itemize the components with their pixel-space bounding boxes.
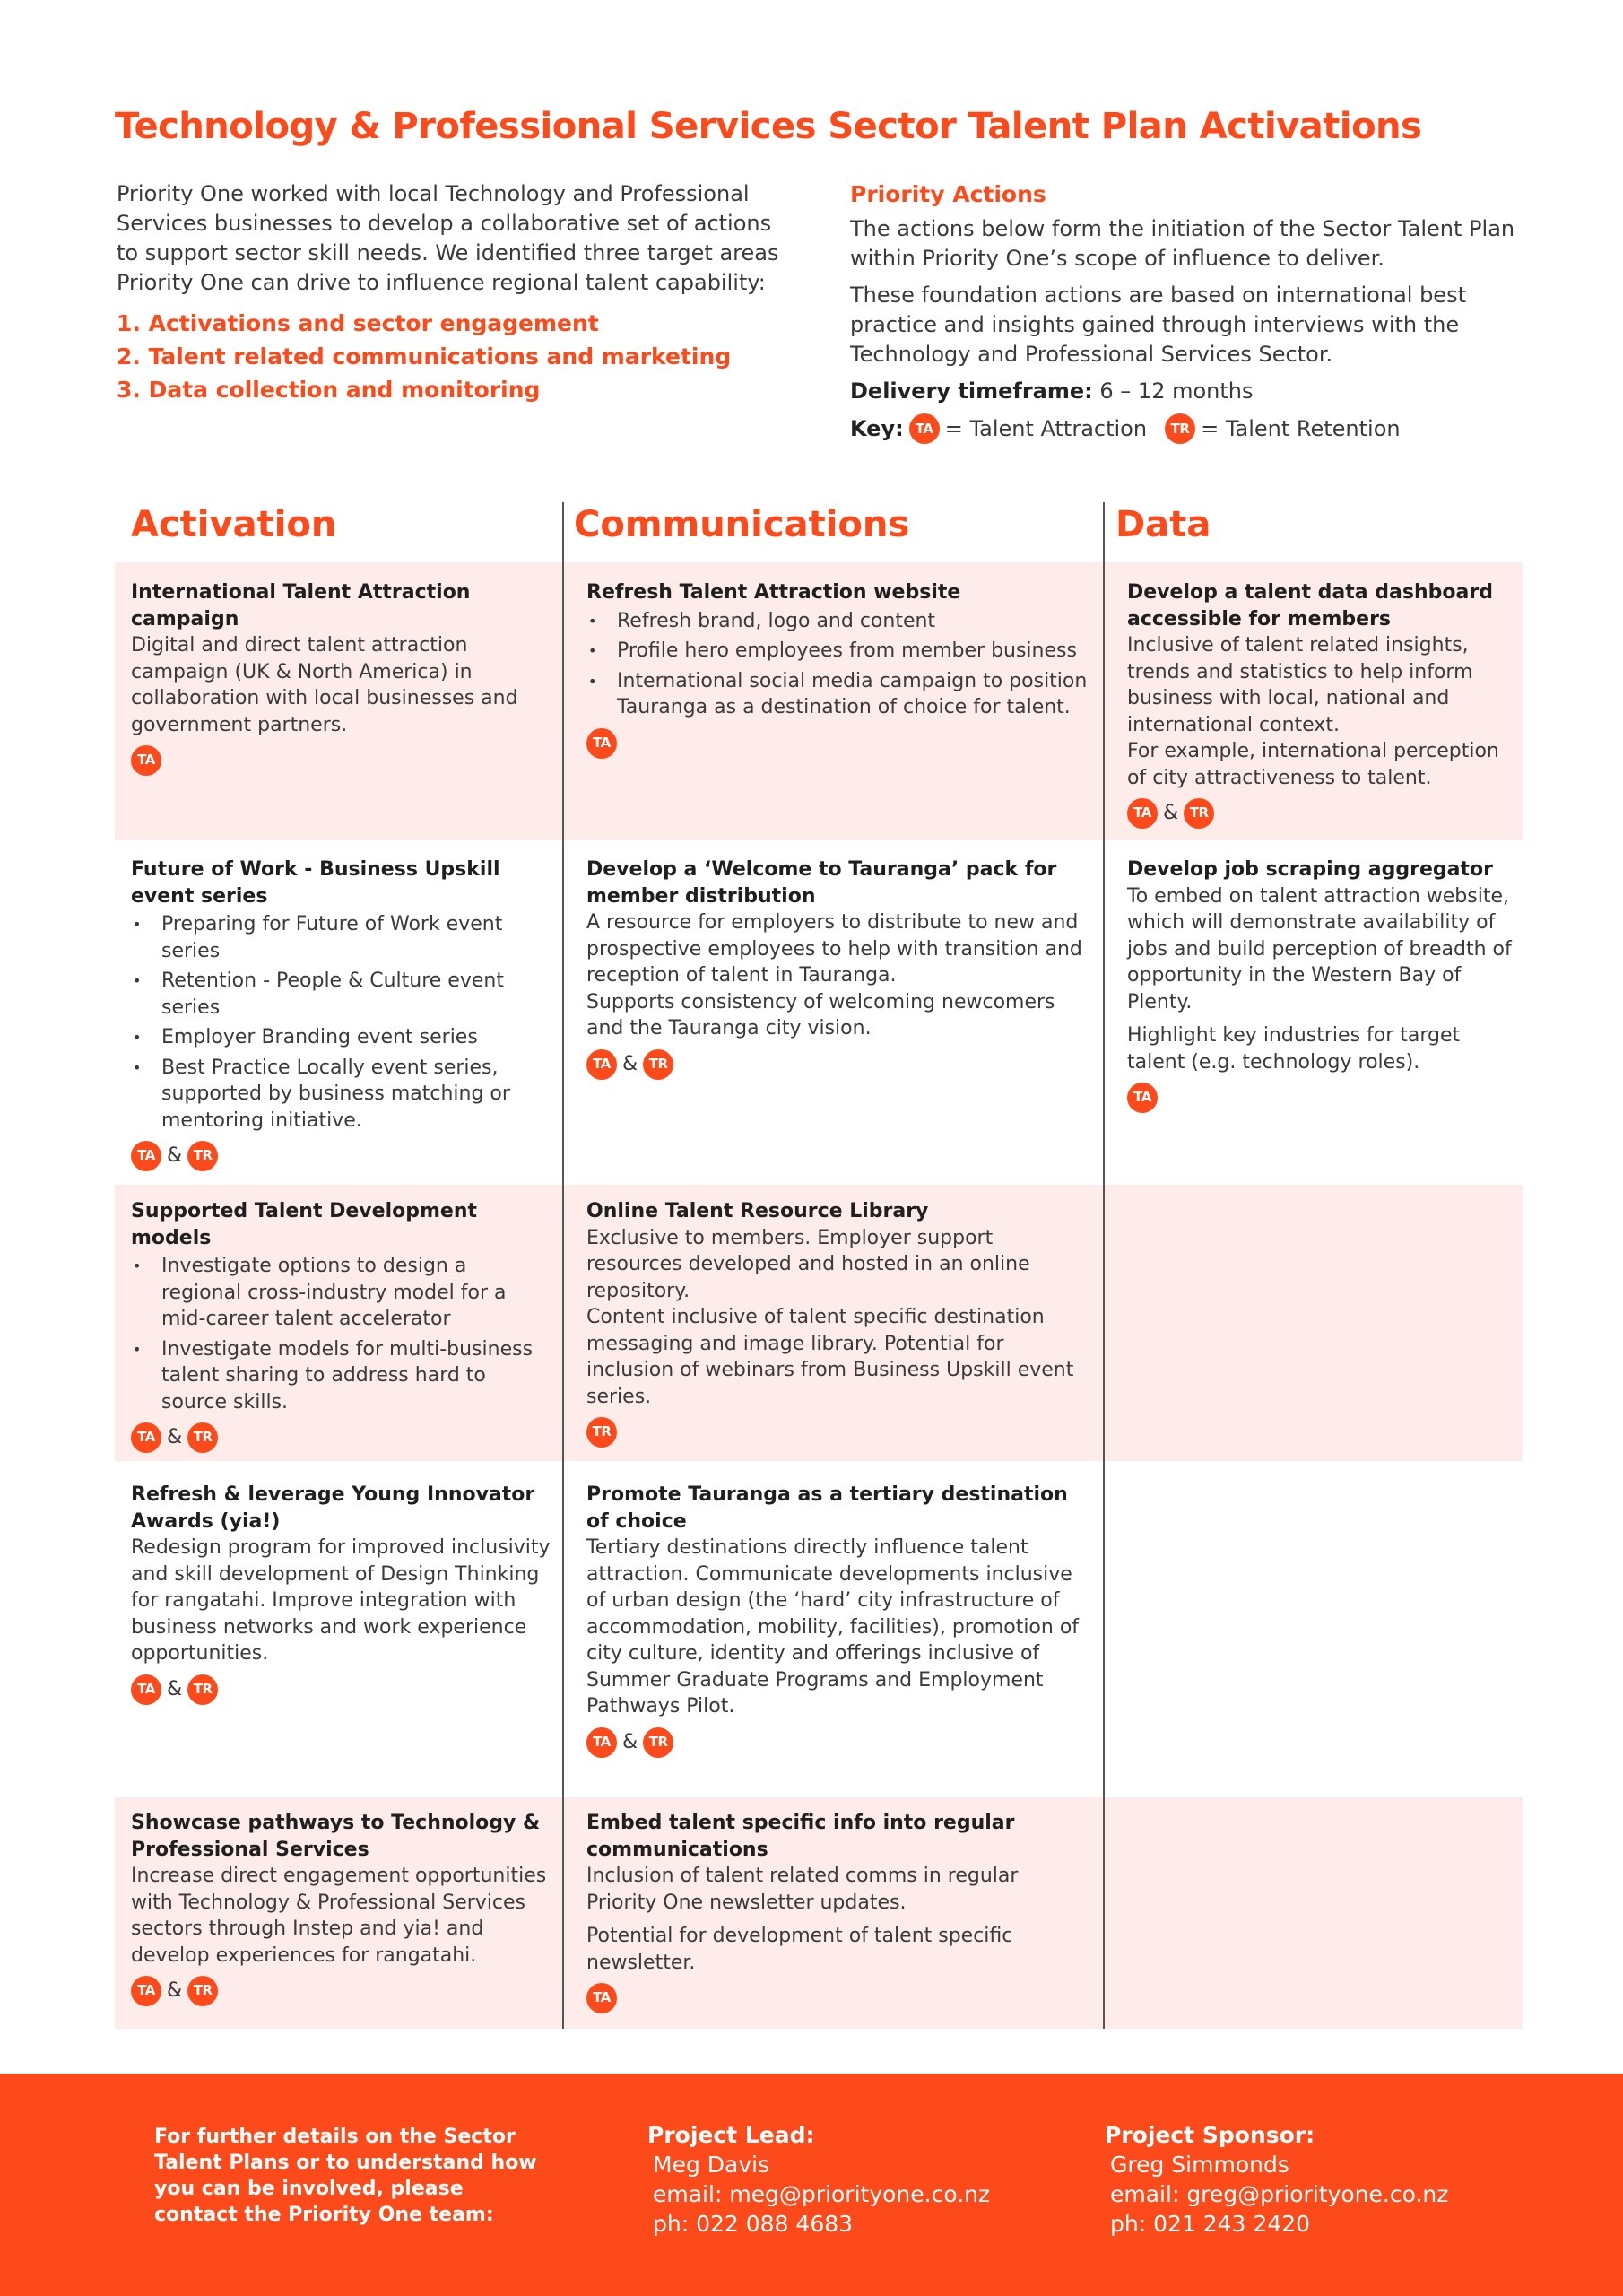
card-title: Develop a ‘Welcome to Tauranga’ pack for member distribution [586, 858, 1057, 908]
tag-badges [586, 1727, 1089, 1758]
list-item: • Refresh brand, logo and content [586, 608, 1089, 635]
communications-card [586, 1810, 1089, 2013]
card-body: Inclusive of talent related insights, trends and statistics to help inform business with local, national and international context. [1127, 634, 1473, 736]
tr-badge-icon: TR [1184, 798, 1214, 829]
ta-badge-icon: TA [586, 1049, 617, 1080]
target-area-item: 1. Activations and sector engagement [117, 310, 599, 336]
data-card [1127, 857, 1513, 1113]
ta-badge-icon: TA [131, 1674, 161, 1705]
card-title: Supported Talent Development models [131, 1200, 477, 1249]
tr-badge-icon: TR [643, 1727, 673, 1758]
card-bullet-list [131, 1253, 552, 1415]
card-body-2: Supports consistency of welcoming newcomers and the Tauranga city vision. [586, 990, 1055, 1039]
project-sponsor-label: Project Sponsor: [1105, 2122, 1315, 2148]
card-bullet-list [586, 608, 1089, 721]
tag-badges [131, 1976, 552, 2006]
project-sponsor-phone: ph: 021 243 2420 [1110, 2211, 1311, 2237]
priority-actions-heading: Priority Actions [850, 181, 1046, 207]
card-title: Showcase pathways to Technology & Professional Services [131, 1812, 541, 1861]
card-body: To embed on talent attraction website, which will demonstrate availability of jobs and build perception of breadth of opportunity in the Western Bay of Plenty. [1127, 884, 1512, 1013]
activation-card [131, 1810, 552, 2006]
ta-badge-icon: TA [586, 1983, 617, 2013]
tag-badges [586, 1049, 1089, 1080]
ta-badge-icon: TA [586, 728, 617, 759]
list-item: • Profile hero employees from member business [586, 638, 1089, 665]
tr-badge-icon: TR [643, 1049, 673, 1080]
target-area-item: 2. Talent related communications and marketing [117, 344, 732, 370]
column-divider [562, 502, 564, 2029]
activation-card [131, 579, 552, 776]
communications-card [586, 1198, 1089, 1448]
column-divider [1103, 502, 1105, 2029]
card-body: Tertiary destinations directly influence talent attraction. Communicate developments inclusive of urban design (the ‘hard’ city infrastructure of accommodation, mobility, facilities), promotion of city culture, identity and offerings inclusive of Summer Graduate Programs and Employment Pathways Pilot. [586, 1536, 1080, 1718]
column-heading-data: Data [1115, 504, 1211, 545]
column-heading-communications: Communications [574, 504, 910, 545]
tr-legend-text: = Talent Retention [1201, 415, 1401, 441]
column-heading-activation: Activation [131, 504, 337, 545]
card-body: Exclusive to members. Employer support resources developed and hosted in an online repository. [586, 1226, 1030, 1302]
tr-badge-icon: TR [187, 1141, 218, 1171]
data-card [1127, 579, 1513, 829]
card-body-2: Highlight key industries for target talent (e.g. technology roles). [1127, 1024, 1461, 1074]
card-body: Digital and direct talent attraction campaign (UK & North America) in collaboration with local businesses and government partners. [131, 634, 518, 736]
communications-card [586, 857, 1089, 1080]
activation-card [131, 857, 552, 1171]
tag-badges [131, 1674, 552, 1705]
list-item: • Investigate models for multi-business talent sharing to address hard to source skills. [131, 1336, 552, 1416]
ampersand: & [1163, 802, 1179, 825]
delivery-timeframe [850, 377, 1532, 406]
list-item: • Employer Branding event series [131, 1024, 552, 1051]
project-lead-label: Project Lead: [647, 2122, 815, 2148]
card-body: Redesign program for improved inclusivity and skill development of Design Thinking for rangatahi. Improve integration with business networks and work experience opportunities. [131, 1536, 551, 1665]
activation-card [131, 1482, 552, 1705]
target-areas-list [117, 307, 798, 406]
key-label: Key: [850, 415, 904, 441]
card-title: Promote Tauranga as a tertiary destination of choice [586, 1483, 1068, 1533]
priority-paragraph-1: The actions below form the initiation of the Sector Talent Plan within Priority One’s scope of influence to deliver. [850, 216, 1515, 271]
tag-badges [131, 1422, 552, 1453]
intro-paragraph: Priority One worked with local Technology and Professional Services businesses to develop a collaborative set of actions to support sector skill needs. We identified three target areas Priority One can drive to influence regional talent capability: [117, 181, 779, 295]
list-item: • Retention - People & Culture event series [131, 968, 552, 1021]
project-lead-email-link[interactable]: email: meg@priorityone.co.nz [653, 2181, 991, 2207]
card-body: Inclusion of talent related comms in regular Priority One newsletter updates. [586, 1865, 1019, 1914]
card-body: A resource for employers to distribute to new and prospective employees to help with transition and reception of talent in Tauranga. [586, 911, 1082, 987]
contact-note: For further details on the Sector Talent Plans or to understand how you can be involved, please contact the Priority One team: [154, 2126, 537, 2226]
tag-badges [1127, 1083, 1513, 1113]
tag-badges [586, 728, 1089, 759]
ampersand: & [167, 1144, 183, 1168]
ta-badge-icon: TA [131, 1976, 161, 2006]
ampersand: & [167, 1979, 183, 2003]
tr-badge-icon: TR [586, 1417, 617, 1448]
card-body: Increase direct engagement opportunities with Technology & Professional Services sectors through Instep and yia! and develop experiences for rangatahi. [131, 1865, 547, 1967]
card-title: Refresh Talent Attraction website [586, 581, 961, 604]
timeframe-label: Delivery timeframe: [850, 378, 1093, 404]
list-item: • Investigate options to design a regional cross-industry model for a mid-career talent accelerator [131, 1253, 552, 1333]
communications-card [586, 579, 1089, 759]
card-title: Refresh & leverage Young Innovator Awards (yia!) [131, 1483, 535, 1533]
project-sponsor-name: Greg Simmonds [1110, 2152, 1289, 2178]
communications-card [586, 1482, 1089, 1758]
tag-badges [131, 1141, 552, 1171]
ta-badge-icon: TA [1127, 798, 1158, 829]
priority-paragraph-2: These foundation actions are based on international best practice and insights gained through interviews with the Technology and Professional Services Sector. [850, 283, 1466, 367]
timeframe-value: 6 – 12 months [1099, 378, 1254, 404]
legend-key [850, 413, 1532, 444]
card-title: Develop a talent data dashboard accessible for members [1127, 581, 1493, 631]
ta-badge-icon: TA [1127, 1083, 1158, 1113]
card-body-2: For example, international perception of city attractiveness to talent. [1127, 740, 1499, 789]
card-title: Future of Work - Business Upskill event series [131, 858, 500, 908]
project-lead-name: Meg Davis [653, 2152, 770, 2178]
ampersand: & [167, 1677, 183, 1700]
ampersand: & [622, 1730, 638, 1753]
card-title: Embed talent specific info into regular communications [586, 1812, 1015, 1861]
activation-card [131, 1198, 552, 1453]
ta-badge-icon: TA [131, 1422, 161, 1453]
card-title: Develop job scraping aggregator [1127, 858, 1493, 881]
list-item: • Preparing for Future of Work event series [131, 911, 552, 964]
tag-badges [586, 1983, 1089, 2013]
tr-badge-icon: TR [187, 1422, 218, 1453]
list-item: • Best Practice Locally event series, supported by business matching or mentoring initiative. [131, 1055, 552, 1135]
tag-badges [586, 1417, 1089, 1448]
project-sponsor-block [1105, 2120, 1448, 2239]
project-lead-phone: ph: 022 088 4683 [653, 2211, 854, 2237]
ampersand: & [167, 1426, 183, 1449]
contact-footer [0, 2074, 1623, 2296]
ampersand: & [622, 1052, 638, 1075]
project-lead-block [647, 2120, 990, 2239]
tr-badge-icon: TR [187, 1976, 218, 2006]
tr-badge-icon: TR [187, 1674, 218, 1705]
tag-badges [131, 745, 552, 776]
tag-badges [1127, 798, 1513, 829]
page-title: Technology & Professional Services Sector Talent Plan Activations [115, 106, 1422, 147]
ta-badge-icon: TA [131, 745, 161, 776]
card-body-2: Content inclusive of talent specific destination messaging and image library. Potential for inclusion of webinars from Business Upskill event series. [586, 1306, 1074, 1408]
priority-actions-section [850, 179, 1532, 444]
card-title: Online Talent Resource Library [586, 1200, 929, 1222]
ta-badge-icon: TA [909, 413, 940, 444]
intro-section [117, 179, 798, 406]
ta-badge-icon: TA [586, 1727, 617, 1758]
project-sponsor-email-link[interactable]: email: greg@priorityone.co.nz [1110, 2181, 1449, 2207]
card-title: International Talent Attraction campaign [131, 581, 471, 631]
card-bullet-list [131, 911, 552, 1134]
ta-badge-icon: TA [131, 1141, 161, 1171]
list-item: • International social media campaign to position Tauranga as a destination of choice for talent. [586, 668, 1089, 721]
ta-legend-text: = Talent Attraction [944, 415, 1148, 441]
target-area-item: 3. Data collection and monitoring [117, 377, 541, 403]
card-body-2: Potential for development of talent specific newsletter. [586, 1925, 1013, 1974]
tr-badge-icon: TR [1165, 413, 1195, 444]
